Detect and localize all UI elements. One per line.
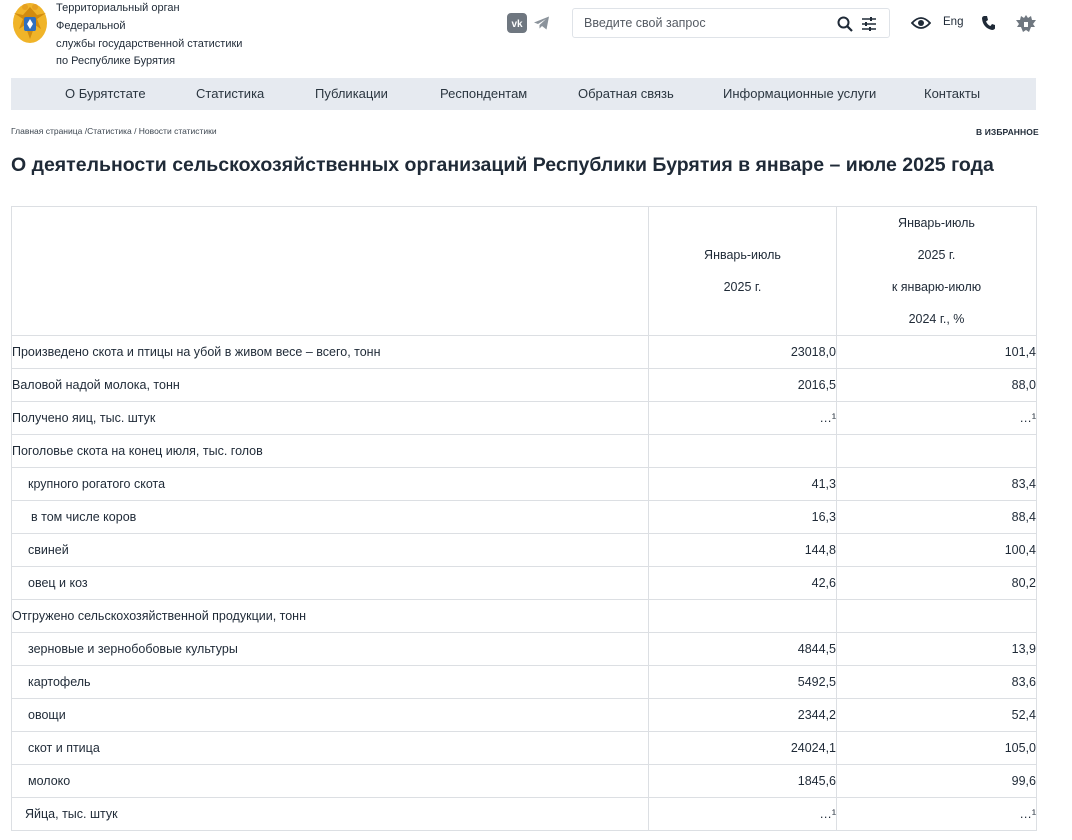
statistics-table (11, 206, 1037, 831)
breadcrumb[interactable]: Главная страница /Статистика / Новости статистики (11, 126, 217, 136)
row-value-2025: 2016,5 (649, 369, 837, 402)
nav-item-contacts[interactable]: Контакты (924, 86, 981, 101)
org-name[interactable] (56, 0, 242, 71)
row-label: картофель (12, 666, 649, 699)
main-nav (11, 78, 1036, 110)
table-header-vs-2024 (837, 207, 1037, 336)
row-value-2025: 23018,0 (649, 336, 837, 369)
phone-icon[interactable] (981, 15, 996, 31)
add-to-favorites-button[interactable]: В ИЗБРАННОЕ (976, 127, 1039, 137)
row-value-percent: 52,4 (837, 699, 1037, 732)
nav-item-publications[interactable]: Публикации (315, 86, 388, 101)
row-value-2025: …¹ (649, 402, 837, 435)
row-value-percent: 88,4 (837, 501, 1037, 534)
table-row (12, 633, 1037, 666)
svg-text:vk: vk (511, 19, 523, 30)
search-icon[interactable] (837, 16, 853, 32)
row-value-2025: 24024,1 (649, 732, 837, 765)
row-label: молоко (12, 765, 649, 798)
row-value-2025: 42,6 (649, 567, 837, 600)
table-row (12, 699, 1037, 732)
row-label: Отгружено сельскохозяйственной продукции, тонн (12, 600, 649, 633)
filter-settings-icon[interactable] (861, 16, 877, 32)
row-value-2025: 1845,6 (649, 765, 837, 798)
table-header-empty (12, 207, 649, 336)
row-label: Валовой надой молока, тонн (12, 369, 649, 402)
row-label: свиней (12, 534, 649, 567)
row-value-2025: 5492,5 (649, 666, 837, 699)
row-value-2025: 41,3 (649, 468, 837, 501)
header-line: Январь-июль (704, 248, 781, 262)
row-label: овощи (12, 699, 649, 732)
row-label: Получено яиц, тыс. штук (12, 402, 649, 435)
row-value-percent: 13,9 (837, 633, 1037, 666)
row-label: Поголовье скота на конец июля, тыс. голов (12, 435, 649, 468)
row-value-2025: 4844,5 (649, 633, 837, 666)
row-value-2025: 2344,2 (649, 699, 837, 732)
nav-item-info-services[interactable]: Информационные услуги (723, 86, 877, 101)
page-title: О деятельности сельскохозяйственных организаций Республики Бурятия в январе – июле 2025 года (11, 154, 994, 176)
row-value-percent: 88,0 (837, 369, 1037, 402)
row-label: Яйца, тыс. штук (12, 798, 649, 831)
header-line: к январю-июлю (891, 280, 982, 294)
header-line: Январь-июль (898, 216, 975, 230)
row-label: овец и коз (12, 567, 649, 600)
nav-item-feedback[interactable]: Обратная связь (578, 86, 674, 101)
table-row (12, 600, 1037, 633)
search-box[interactable] (572, 8, 890, 38)
table-header-jan-jul-2025 (649, 207, 837, 336)
row-value-2025: 144,8 (649, 534, 837, 567)
russia-emblem-icon[interactable] (1015, 13, 1037, 35)
coat-of-arms-logo-icon[interactable] (11, 1, 49, 45)
table-row (12, 435, 1037, 468)
header-line: 2025 г. (723, 280, 762, 294)
accessibility-eye-icon[interactable] (911, 15, 931, 31)
row-value-2025 (649, 435, 837, 468)
row-label: Произведено скота и птицы на убой в живом весе – всего, тонн (12, 336, 649, 369)
nav-item-respondents[interactable]: Респондентам (440, 86, 528, 101)
table-row (12, 501, 1037, 534)
org-name-line: Федеральной (56, 19, 126, 32)
row-value-percent: 99,6 (837, 765, 1037, 798)
nav-item-about[interactable]: О Бурятстате (65, 86, 146, 101)
search-input[interactable] (584, 14, 814, 32)
vk-icon[interactable] (507, 13, 527, 33)
header-line: 2025 г. (917, 248, 956, 262)
row-value-percent (837, 600, 1037, 633)
table-row (12, 534, 1037, 567)
org-name-line: по Республике Бурятия (56, 55, 176, 68)
row-value-2025: 16,3 (649, 501, 837, 534)
row-value-2025: …¹ (649, 798, 837, 831)
telegram-icon[interactable] (532, 13, 552, 33)
row-value-percent: …¹ (837, 798, 1037, 831)
org-name-line: Территориальный орган (56, 2, 180, 14)
row-value-percent: 83,4 (837, 468, 1037, 501)
row-label: крупного рогатого скота (12, 468, 649, 501)
table-row (12, 402, 1037, 435)
nav-item-statistics[interactable]: Статистика (196, 86, 265, 101)
table-row (12, 369, 1037, 402)
language-switch[interactable]: Eng (943, 16, 964, 28)
row-value-percent: 80,2 (837, 567, 1037, 600)
row-label: скот и птица (12, 732, 649, 765)
row-value-percent: 101,4 (837, 336, 1037, 369)
table-row (12, 765, 1037, 798)
row-value-percent: 105,0 (837, 732, 1037, 765)
site-header (0, 0, 1072, 78)
table-row (12, 732, 1037, 765)
row-value-percent: …¹ (837, 402, 1037, 435)
table-row (12, 336, 1037, 369)
table-row (12, 666, 1037, 699)
table-row (12, 798, 1037, 831)
table-row (12, 567, 1037, 600)
header-line: 2024 г., % (908, 312, 965, 326)
table-header-row (12, 207, 1037, 336)
table-row (12, 468, 1037, 501)
org-name-line: службы государственной статистики (56, 37, 243, 50)
row-value-percent: 83,6 (837, 666, 1037, 699)
row-label: зерновые и зернобобовые культуры (12, 633, 649, 666)
row-value-2025 (649, 600, 837, 633)
row-value-percent (837, 435, 1037, 468)
row-label: в том числе коров (12, 501, 649, 534)
row-value-percent: 100,4 (837, 534, 1037, 567)
